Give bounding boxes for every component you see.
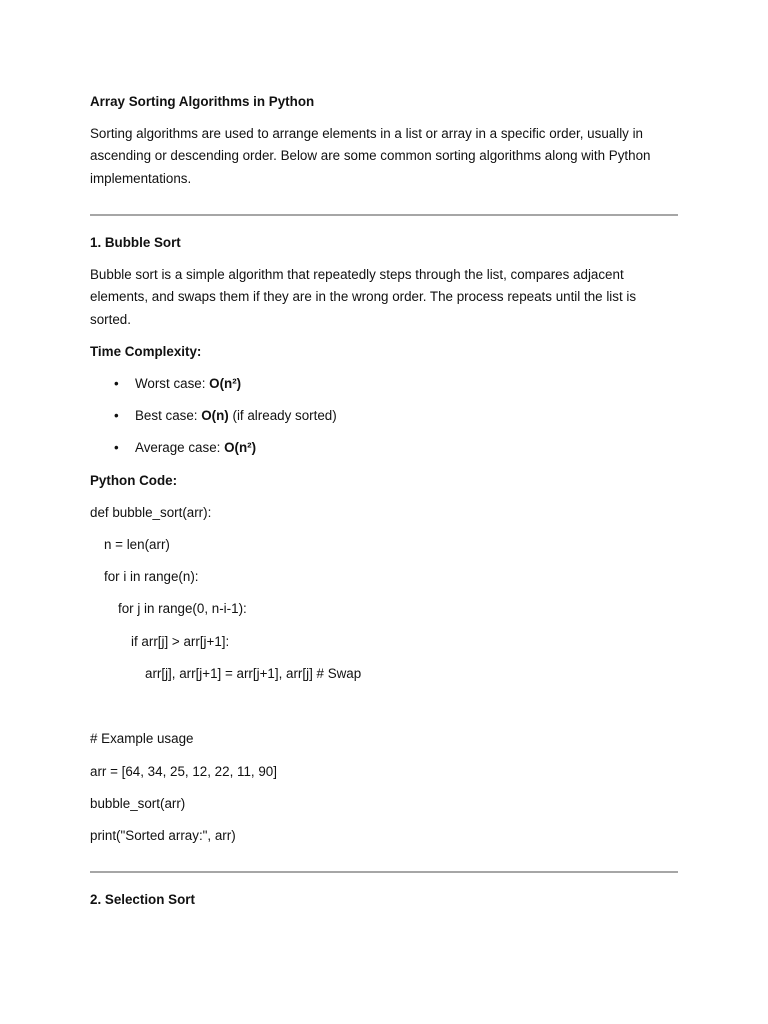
- document-title: Array Sorting Algorithms in Python: [90, 94, 315, 109]
- code-line: arr[j], arr[j+1] = arr[j+1], arr[j] # Swap: [145, 666, 362, 681]
- complexity-note: (if already sorted): [228, 408, 337, 423]
- complexity-case-label: Average case:: [135, 440, 225, 455]
- list-item: [135, 440, 256, 456]
- complexity-value: O(n): [201, 408, 229, 423]
- selection-sort-heading: 2. Selection Sort: [90, 892, 195, 907]
- complexity-value: O(n²): [224, 440, 257, 455]
- section-divider: [90, 871, 678, 873]
- complexity-value: O(n²): [209, 376, 242, 391]
- code-line: print("Sorted array:", arr): [90, 828, 236, 843]
- list-item: [135, 408, 337, 424]
- code-line: arr = [64, 34, 25, 12, 22, 11, 90]: [90, 764, 277, 779]
- code-line: def bubble_sort(arr):: [90, 505, 212, 520]
- bullet-marker: •: [114, 440, 119, 455]
- complexity-case-label: Worst case:: [135, 376, 210, 391]
- python-code-label: Python Code:: [90, 473, 178, 488]
- bullet-marker: •: [114, 376, 119, 391]
- bubble-sort-description: Bubble sort is a simple algorithm that repeatedly steps through the list, compares adjacent elements, and swaps them if they are in the wrong order. The process repeats until the list is sorted.: [90, 267, 637, 327]
- intro-paragraph: Sorting algorithms are used to arrange elements in a list or array in a specific order, usually in ascending or descending order. Below are some common sorting algorithms along with Python implementations.: [90, 126, 651, 186]
- code-line: for j in range(0, n-i-1):: [118, 601, 247, 616]
- code-line: for i in range(n):: [104, 569, 199, 584]
- code-line: if arr[j] > arr[j+1]:: [131, 634, 230, 649]
- bubble-sort-heading: 1. Bubble Sort: [90, 235, 181, 250]
- code-line: n = len(arr): [104, 537, 170, 552]
- bullet-marker: •: [114, 408, 119, 423]
- time-complexity-label: Time Complexity:: [90, 344, 202, 359]
- list-item: [135, 376, 241, 392]
- section-divider: [90, 214, 678, 216]
- complexity-case-label: Best case:: [135, 408, 202, 423]
- code-line: bubble_sort(arr): [90, 796, 186, 811]
- code-line: # Example usage: [90, 731, 194, 746]
